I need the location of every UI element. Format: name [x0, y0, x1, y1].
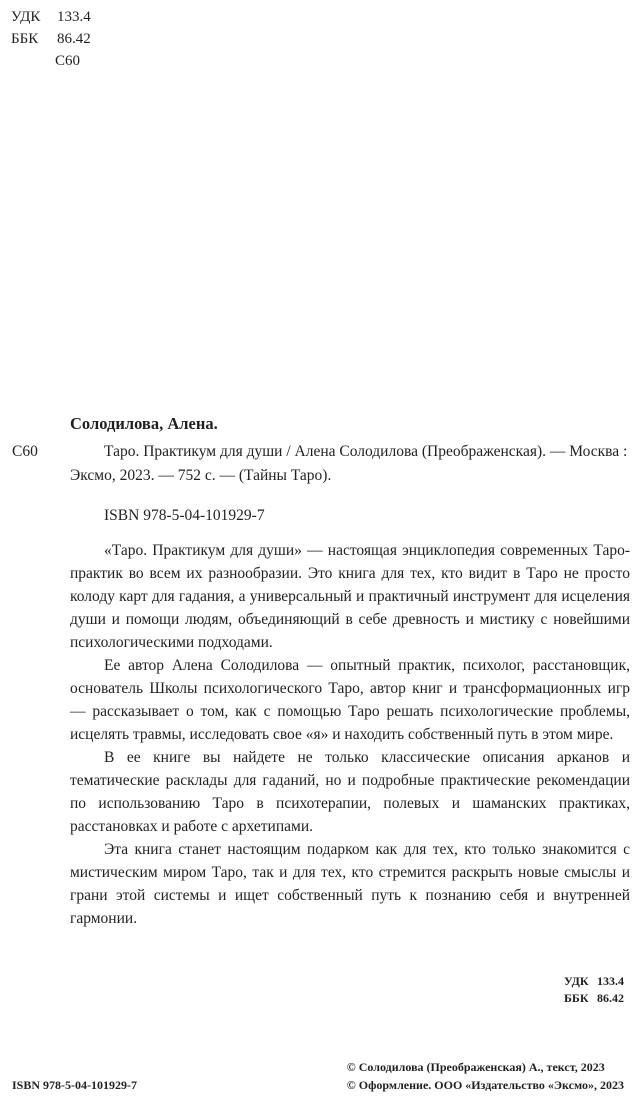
bbk-value-bottom: 86.42 [597, 991, 624, 1005]
annotation-paragraph: «Таро. Практикум для души» — настоящая энциклопедия современных Таро-практик во всем их разнообразии. Это книга для тех, кто видит в Таро не просто колоду карт для гадания, а универсальный и практичный инструмент для исцеления души и помощи людям, объединяющий в себе древность и мистику с новейшими психологическими подходами. [70, 542, 630, 651]
annotation-paragraph: В ее книге вы найдете не только классические описания арканов и тематические расклады для гаданий, но и подробные практические рекомендации по использованию Таро в психотерапии, полевых и шаманских практиках, расстановках и работе с архетипами. [70, 749, 630, 835]
udk-row-bottom [564, 973, 624, 990]
author-heading: Солодилова, Алена. [70, 414, 218, 433]
annotation-paragraph: Ее автор Алена Солодилова — опытный практик, психолог, расстановщик, основатель Школы психологического Таро, автор книг и трансформационных игр — рассказывает о том, как с помощью Таро решать психологические проблемы, исцелять травмы, исследовать свое «я» и находить собственный путь в этом мире. [70, 657, 630, 743]
bibliographic-description [70, 440, 630, 488]
classification-block-bottom [564, 973, 624, 1007]
bbk-label: ББК [11, 31, 39, 47]
bbk-value: 86.42 [57, 31, 91, 47]
isbn-main: ISBN 978-5-04-101929-7 [104, 507, 265, 524]
udk-row [11, 6, 91, 28]
udk-value-bottom: 133.4 [597, 974, 624, 988]
author-mark: С60 [12, 443, 38, 460]
udk-label: УДК [11, 9, 41, 25]
bbk-label-bottom: ББК [564, 991, 589, 1005]
copyright-text: © Солодилова (Преображенская) А., текст, 2023 [346, 1060, 605, 1074]
copyright-block [347, 1058, 624, 1094]
bibliographic-text: Таро. Практикум для души / Алена Солодилова (Преображенская). — Москва : Эксмо, 2023. — 752 с. — (Тайны Таро). [70, 443, 628, 484]
classification-block-top [11, 6, 91, 72]
copyright-design: © Оформление. ООО «Издательство «Эксмо», 2023 [346, 1078, 624, 1092]
udk-value: 133.4 [57, 9, 91, 25]
udk-label-bottom: УДК [564, 974, 589, 988]
author-code: С60 [55, 53, 81, 69]
bbk-row-bottom [564, 990, 624, 1007]
isbn-footer: ISBN 978-5-04-101929-7 [12, 1078, 137, 1092]
bbk-row [11, 28, 91, 50]
annotation-paragraph: Эта книга станет настоящим подарком как для тех, кто только знакомится с мистическим миром Таро, так и для тех, кто стремится раскрыть новые смыслы и грани этой системы и ищет собственный путь к познанию себя и внутренней гармонии. [70, 841, 630, 927]
annotation [70, 539, 630, 930]
